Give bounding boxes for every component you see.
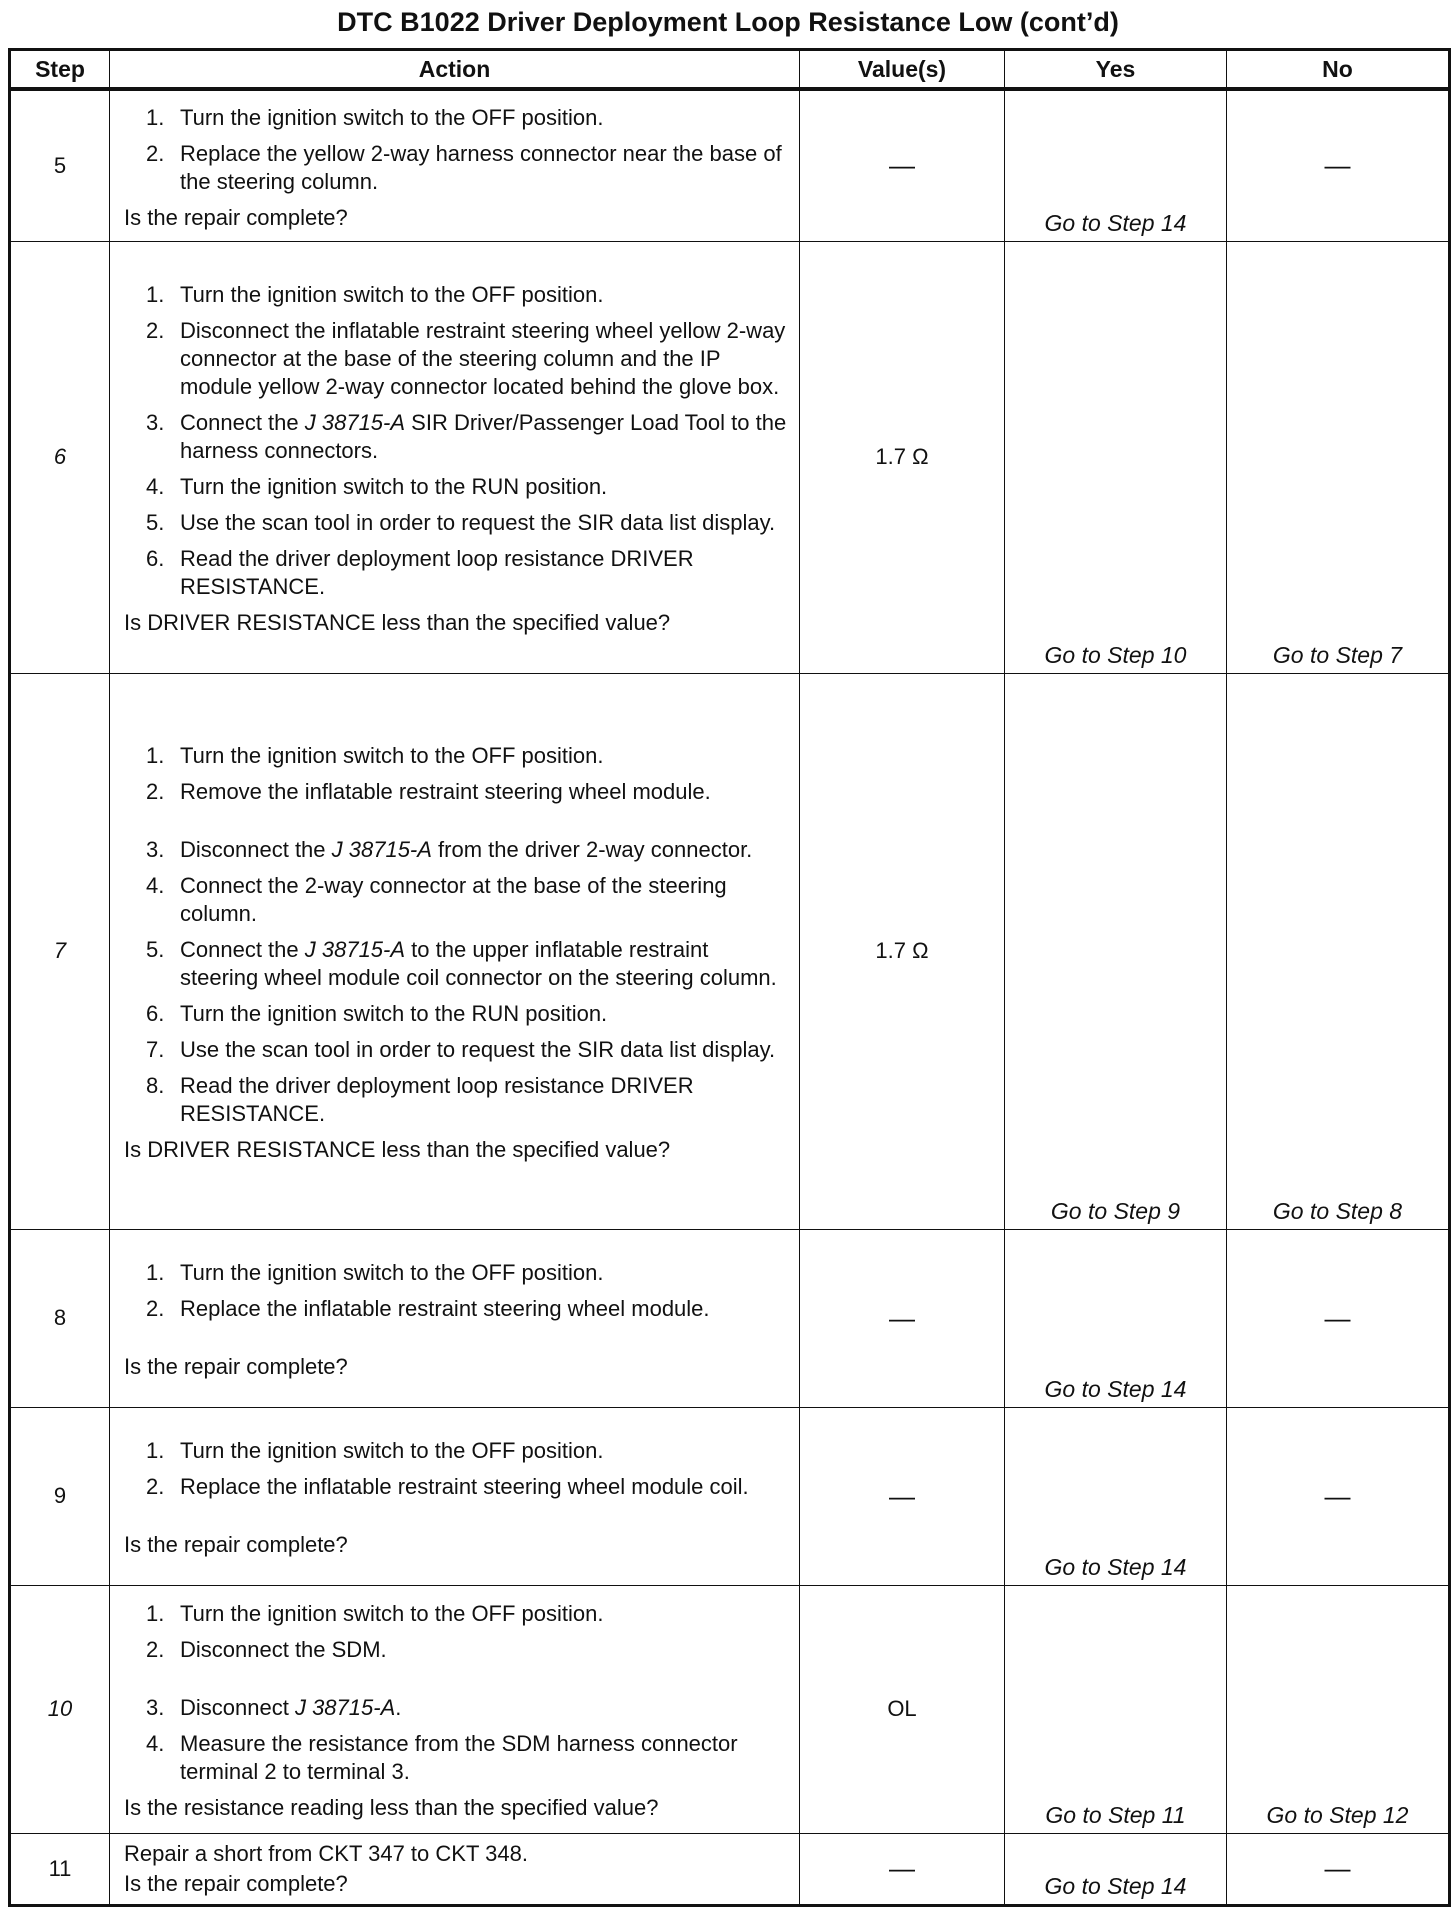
table-row	[10, 1585, 1450, 1833]
step-number: 6	[10, 241, 110, 673]
header-yes: Yes	[1005, 50, 1227, 90]
action-cell	[110, 89, 800, 241]
action-item: 7. Use the scan tool in order to request the SIR data list display.	[146, 1037, 776, 1062]
action-item: 2. Remove the inflatable restraint steering wheel module.	[146, 779, 711, 804]
action-item: 1. Turn the ignition switch to the OFF position.	[146, 104, 604, 130]
value-cell: —	[800, 1407, 1005, 1585]
action-item: 2. Disconnect the inflatable restraint steering wheel yellow 2-way connector at the base of the steering column and the IP module yellow 2-way connector located behind the glove box.	[146, 318, 786, 399]
yes-cell: Go to Step 14	[1005, 1833, 1227, 1905]
step-number: 10	[10, 1585, 110, 1833]
action-item: 2. Disconnect the SDM.	[146, 1637, 387, 1662]
action-question: Is the repair complete?	[124, 1870, 348, 1896]
no-cell: Go to Step 8	[1227, 673, 1450, 1229]
step-number: 11	[10, 1833, 110, 1905]
action-item: 6. Turn the ignition switch to the RUN position.	[146, 1001, 608, 1026]
header-values: Value(s)	[800, 50, 1005, 90]
yes-cell: Go to Step 14	[1005, 1407, 1227, 1585]
no-cell: —	[1227, 89, 1450, 241]
table-row	[10, 89, 1450, 241]
yes-cell: Go to Step 10	[1005, 241, 1227, 673]
table-row	[10, 1407, 1450, 1585]
action-item: 1. Turn the ignition switch to the OFF position.	[146, 282, 604, 307]
diagnostic-table	[8, 48, 1451, 1907]
no-cell: Go to Step 7	[1227, 241, 1450, 673]
action-cell	[110, 1833, 800, 1905]
action-question: Is the resistance reading less than the specified value?	[124, 1795, 659, 1820]
value-cell: 1.7 Ω	[800, 241, 1005, 673]
action-cell	[110, 673, 800, 1229]
value-cell: —	[800, 1833, 1005, 1905]
no-cell: Go to Step 12	[1227, 1585, 1450, 1833]
action-item: 2. Replace the inflatable restraint steering wheel module.	[146, 1296, 710, 1321]
header-step: Step	[10, 50, 110, 90]
header-no: No	[1227, 50, 1450, 90]
action-item: 1. Turn the ignition switch to the OFF position.	[146, 1601, 604, 1626]
action-cell	[110, 241, 800, 673]
value-cell: OL	[800, 1585, 1005, 1833]
header-row	[10, 50, 1450, 90]
action-cell	[110, 1585, 800, 1833]
action-item: 1. Turn the ignition switch to the OFF position.	[146, 1260, 604, 1285]
no-cell: —	[1227, 1833, 1450, 1905]
action-question: Is DRIVER RESISTANCE less than the specified value?	[124, 610, 671, 635]
action-cell	[110, 1407, 800, 1585]
action-item: 6. Read the driver deployment loop resistance DRIVER RESISTANCE.	[146, 546, 694, 599]
yes-cell: Go to Step 14	[1005, 1229, 1227, 1407]
action-question: Is the repair complete?	[124, 1354, 348, 1379]
action-item: 5. Use the scan tool in order to request the SIR data list display.	[146, 510, 776, 535]
value-cell: —	[800, 89, 1005, 241]
value-cell: —	[800, 1229, 1005, 1407]
value-cell: 1.7 Ω	[800, 673, 1005, 1229]
action-item: 8. Read the driver deployment loop resistance DRIVER RESISTANCE.	[146, 1073, 694, 1126]
action-cell	[110, 1229, 800, 1407]
action-question: Is the repair complete?	[124, 1532, 348, 1557]
table-row	[10, 1229, 1450, 1407]
action-item: 2. Replace the yellow 2-way harness connector near the base of the steering column.	[146, 140, 782, 194]
action-item: 5. Connect the J 38715-A to the upper inflatable restraint steering wheel module coil connector on the steering column.	[146, 937, 777, 990]
step-number: 8	[10, 1229, 110, 1407]
action-item: 1. Turn the ignition switch to the OFF position.	[146, 743, 604, 768]
step-number: 9	[10, 1407, 110, 1585]
yes-cell: Go to Step 9	[1005, 673, 1227, 1229]
table-row	[10, 673, 1450, 1229]
header-action: Action	[110, 50, 800, 90]
action-item: 4. Turn the ignition switch to the RUN position.	[146, 474, 608, 499]
table-row	[10, 1833, 1450, 1905]
page-title: DTC B1022 Driver Deployment Loop Resistance Low (cont’d)	[337, 7, 1119, 37]
no-cell: —	[1227, 1229, 1450, 1407]
action-item: 4. Connect the 2-way connector at the base of the steering column.	[146, 873, 727, 926]
action-item: 4. Measure the resistance from the SDM harness connector terminal 2 to terminal 3.	[146, 1731, 738, 1784]
action-item: 3. Connect the J 38715-A SIR Driver/Passenger Load Tool to the harness connectors.	[146, 410, 787, 463]
action-question: Is the repair complete?	[124, 204, 348, 230]
action-question: Is DRIVER RESISTANCE less than the specified value?	[124, 1137, 671, 1162]
step-number: 5	[10, 89, 110, 241]
table-row	[10, 241, 1450, 673]
action-item: 3. Disconnect the J 38715-A from the driver 2-way connector.	[146, 837, 753, 862]
action-text: Repair a short from CKT 347 to CKT 348.	[124, 1840, 528, 1866]
action-item: 2. Replace the inflatable restraint steering wheel module coil.	[146, 1474, 749, 1499]
yes-cell: Go to Step 14	[1005, 89, 1227, 241]
no-cell: —	[1227, 1407, 1450, 1585]
step-number: 7	[10, 673, 110, 1229]
action-item: 1. Turn the ignition switch to the OFF position.	[146, 1438, 604, 1463]
action-item: 3. Disconnect J 38715-A.	[146, 1695, 402, 1720]
yes-cell: Go to Step 11	[1005, 1585, 1227, 1833]
